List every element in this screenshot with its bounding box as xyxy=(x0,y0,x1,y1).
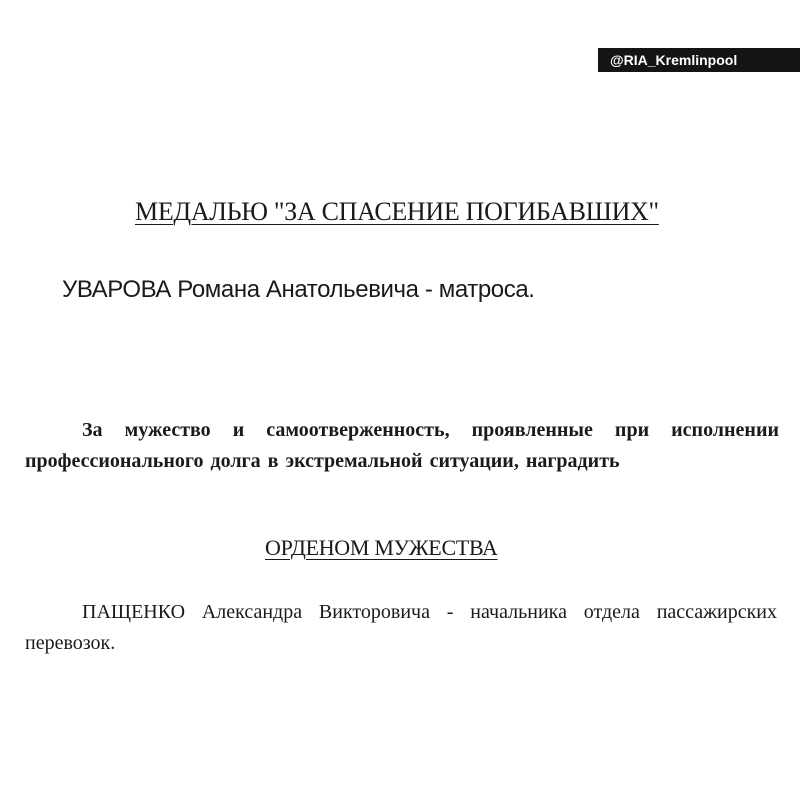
recipient-paragraph-2: ПАЩЕНКО Александра Викторовича - начальника отдела пассажирских перевозок. xyxy=(25,601,777,654)
medal-heading: МЕДАЛЬЮ "ЗА СПАСЕНИЕ ПОГИБАВШИХ" xyxy=(135,197,659,226)
recipient-line-1: УВАРОВА Романа Анатольевича - матроса. xyxy=(62,276,535,303)
award-paragraph: За мужество и самоотверженность, проявленные при исполнении профессионального долга в экстремальной ситуации, наградить xyxy=(25,419,779,472)
watermark-badge: @RIA_Kremlinpool xyxy=(598,48,800,72)
order-heading: ОРДЕНОМ МУЖЕСТВА xyxy=(265,535,498,560)
